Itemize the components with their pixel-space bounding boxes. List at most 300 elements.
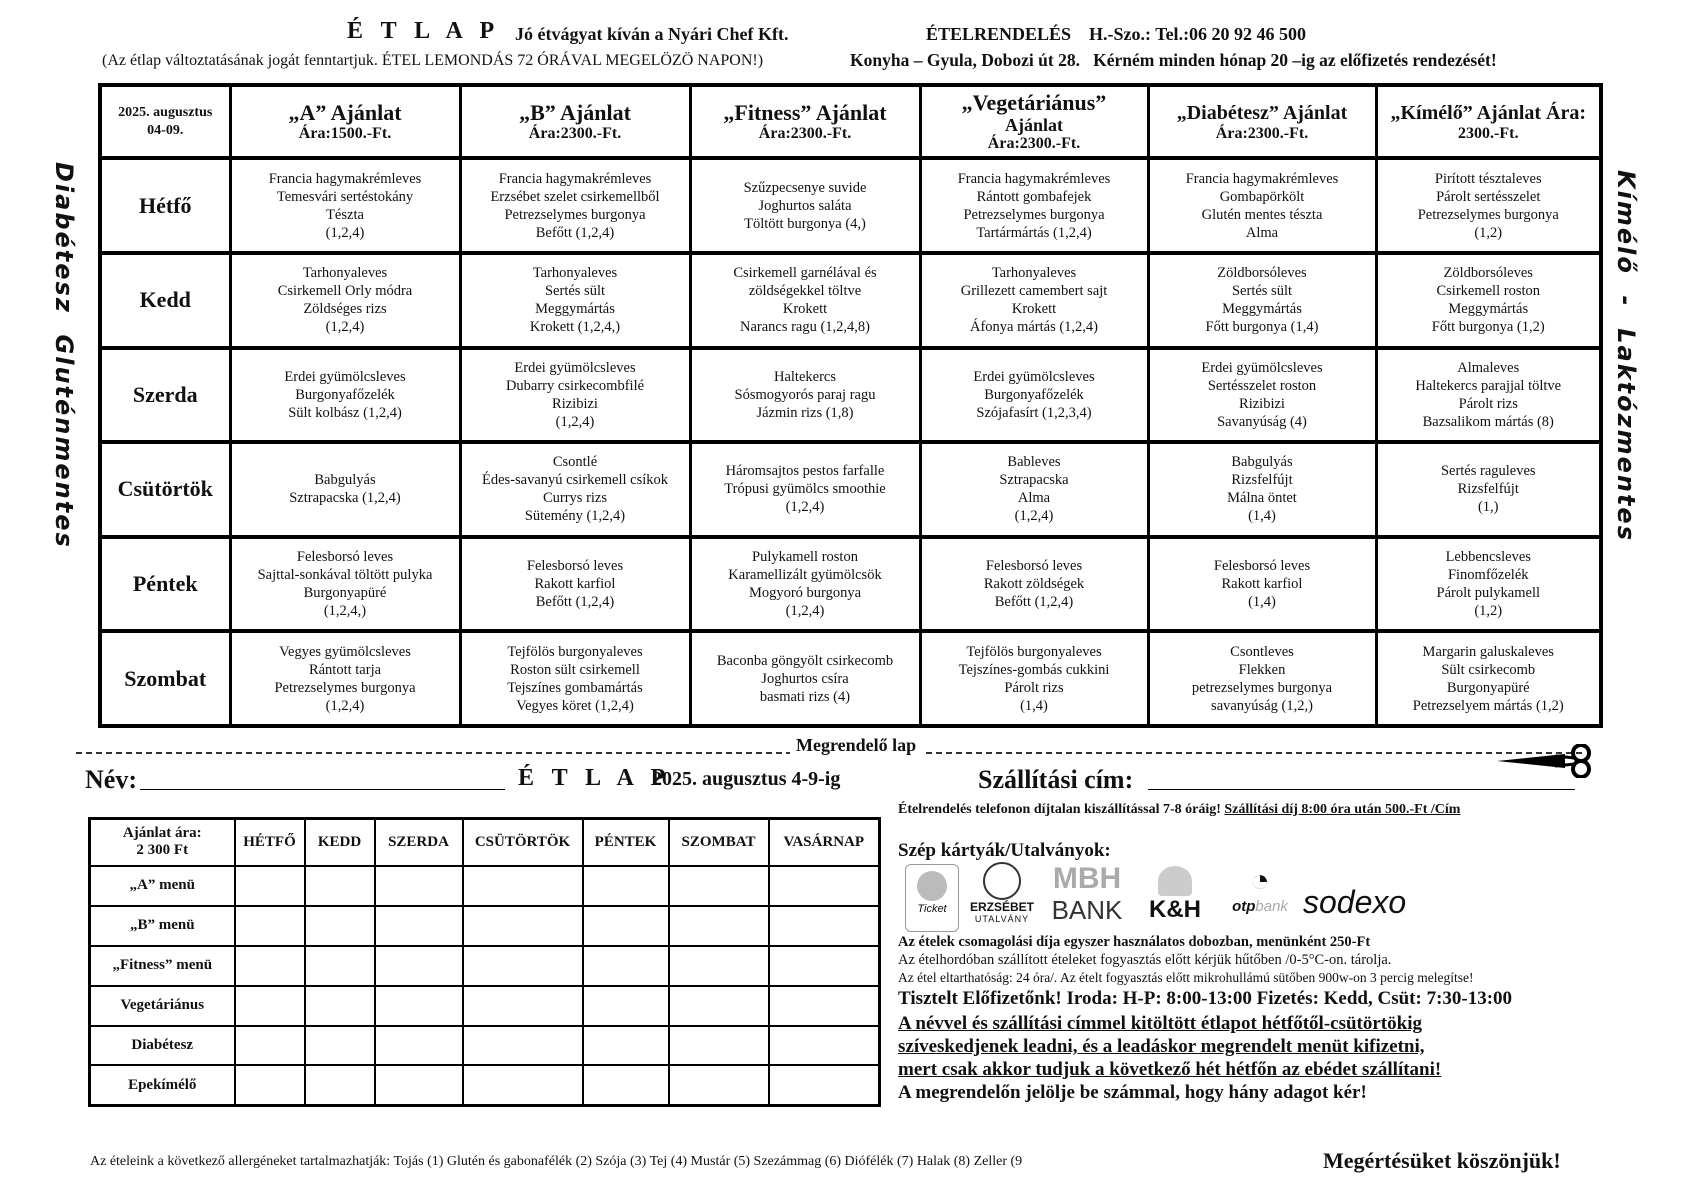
meal-line: Glutén mentes tészta	[1201, 206, 1323, 223]
meal-line: Petrezselyem mártás (1,2)	[1412, 697, 1564, 714]
order-quantity-cell[interactable]	[583, 906, 669, 946]
meal-line: Krokett	[1011, 301, 1057, 318]
menu-meal-cell	[1376, 158, 1601, 253]
meal-line: Margarin galuskaleves	[1422, 643, 1554, 660]
meal-line: (1,4)	[1248, 508, 1276, 525]
meal-line: Jázmin rizs (1,8)	[756, 404, 854, 421]
meal-line: Töltött burgonya (4,)	[744, 215, 866, 232]
menu-row	[100, 158, 1601, 253]
store-info: Az ételhordóban szállított ételeket fogyasztás előtt kérjük hűtőben /0-5°C-on. tárolja.	[898, 952, 1392, 968]
allergen-note: Az ételeink a következő allergéneket tartalmazhatják: Tojás (1) Glutén és gabonafélék (2) Szója (3) Tej (4) Mustár (5) Szezámmag (6) Diófélék (7) Halak (8) Zeller (9	[90, 1154, 1023, 1169]
menu-meal-cell	[690, 631, 920, 726]
meal-line: Babgulyás	[1231, 454, 1293, 471]
name-label: Név:	[85, 765, 137, 794]
meal-line: Sertés raguleves	[1440, 463, 1536, 480]
meal-line: Főtt burgonya (1,2)	[1431, 319, 1545, 336]
meal-line: Babgulyás	[314, 472, 376, 489]
order-quantity-cell[interactable]	[583, 866, 669, 906]
meal-line: Rizibizi	[1239, 395, 1285, 412]
offer-header-vegetarian	[920, 85, 1148, 158]
order-quantity-cell[interactable]	[769, 1065, 880, 1105]
side-label-right: Kímélő - Laktózmentes	[1612, 170, 1640, 542]
header-address: Konyha – Gyula, Dobozi út 28. Kérném minden hónap 20 –ig az előfizetés rendezését!	[850, 50, 1497, 70]
menu-meal-cell	[460, 537, 690, 632]
menu-meal-cell	[690, 158, 920, 253]
meal-line: Currys rizs	[542, 490, 608, 507]
otp-logo-mark: ◔	[1250, 862, 1270, 898]
order-row-label: „Fitness” menü	[90, 946, 235, 986]
offer-header-diabetic	[1148, 85, 1376, 158]
meal-line: Felesborsó leves	[526, 558, 624, 575]
meal-line: (1,2,4)	[325, 697, 365, 714]
meal-line: (1,2,4)	[555, 413, 595, 430]
menu-meal-cell	[1148, 253, 1376, 348]
order-quantity-cell[interactable]	[669, 866, 769, 906]
offer-price: 2300.-Ft.	[1458, 124, 1519, 142]
menu-meal-cell	[230, 537, 460, 632]
ticket-logo-text: Ticket	[917, 903, 947, 915]
meal-line: Krokett (1,2,4,)	[529, 319, 621, 336]
menu-meal-cell	[1376, 631, 1601, 726]
meal-line: Csontlé	[552, 454, 598, 471]
menu-meal-cell	[920, 253, 1148, 348]
otp-logo	[1225, 862, 1295, 916]
meal-line: Párolt pulykamell	[1436, 585, 1540, 602]
shelf-info: Az étel eltarthatóság: 24 óra/. Az ételt fogyasztás előtt mikrohullámú sütőben 900w-on 3 percig melegítse!	[898, 970, 1474, 985]
header-note: (Az étlap változtatásának jogát fenntartjuk. ÉTEL LEMONDÁS 72 ÓRÁVAL MEGELÖZÖ NAPON!)	[102, 52, 764, 69]
order-quantity-cell[interactable]	[669, 906, 769, 946]
delivery-info	[898, 802, 1460, 818]
shipping-label: Szállítási cím:	[978, 765, 1134, 794]
meal-line: Rizsfelfújt	[1457, 481, 1519, 498]
meal-line: Párolt sertésszelet	[1436, 188, 1541, 205]
delivery-text: Ételrendelés telefonon díjtalan kiszállítással 7-8 óráig!	[898, 802, 1221, 817]
thanks-note: Megértésüket köszönjük!	[1323, 1148, 1561, 1173]
order-quantity-cell[interactable]	[235, 866, 305, 906]
meal-line: Rizibizi	[552, 395, 598, 412]
order-quantity-cell[interactable]	[375, 906, 463, 946]
menu-meal-cell	[1148, 537, 1376, 632]
offer-header-fitness	[690, 85, 920, 158]
order-quantity-cell[interactable]	[375, 986, 463, 1026]
meal-line: Flekken	[1238, 661, 1286, 678]
meal-line: (1,4)	[1248, 594, 1276, 611]
offer-name: „A” Ajánlat	[288, 99, 402, 125]
meal-line: Haltekercs parajjal töltve	[1415, 377, 1562, 394]
offer-price: Ára:1500.-Ft.	[298, 124, 392, 142]
menu-meal-cell	[690, 348, 920, 443]
order-row	[90, 1065, 880, 1105]
menu-meal-cell	[1148, 631, 1376, 726]
kh-logo	[1133, 866, 1217, 924]
order-quantity-cell[interactable]	[375, 1065, 463, 1105]
meal-line: Joghurtos saláta	[758, 197, 852, 214]
meal-line: Felesborsó leves	[1213, 558, 1311, 575]
order-form-label: Megrendelő lap	[790, 735, 922, 756]
meal-line: Sósmogyorós paraj ragu	[734, 386, 876, 403]
instruction-1: A névvel és szállítási címmel kitöltött étlapot hétfőtől-csütörtökig	[898, 1013, 1422, 1034]
meal-line: Sztrapacska (1,2,4)	[289, 490, 401, 507]
meal-line: basmati rizs (4)	[759, 688, 851, 705]
menu-meal-cell	[1376, 442, 1601, 537]
meal-line: Pulykamell roston	[752, 549, 858, 566]
meal-line: Erdei gyümölcsleves	[284, 368, 406, 385]
office-info: Tisztelt Előfizetőnk! Iroda: H-P: 8:00-13:00 Fizetés: Kedd, Csüt: 7:30-13:00	[898, 988, 1513, 1009]
order-quantity-cell[interactable]	[375, 1026, 463, 1066]
name-input-line[interactable]	[140, 789, 505, 790]
menu-date-line2: 04-09.	[147, 122, 184, 138]
menu-meal-cell	[920, 631, 1148, 726]
order-quantity-cell[interactable]	[305, 906, 375, 946]
order-row	[90, 1026, 880, 1066]
mbh-bank-text: BANK	[1051, 895, 1123, 925]
meal-line: Haltekercs	[774, 368, 836, 385]
menu-meal-cell	[230, 442, 460, 537]
order-quantity-cell[interactable]	[463, 866, 583, 906]
pack-info: Az ételek csomagolási díja egyszer használatos dobozban, menünként 250-Ft	[898, 934, 1371, 950]
menu-day-label: Csütörtök	[100, 442, 230, 537]
meal-line: Alma	[1245, 224, 1279, 241]
menu-day-label: Kedd	[100, 253, 230, 348]
mbh-logo-text: MBH	[1052, 862, 1122, 895]
meal-line: (1,2)	[1474, 224, 1503, 241]
meal-line: Narancs ragu (1,2,4,8)	[739, 319, 871, 336]
meal-line: Karamellizált gyümölcsök	[728, 567, 882, 584]
order-price-head-1: Ajánlat ára:	[122, 825, 202, 842]
order-row-label: Epekímélő	[90, 1065, 235, 1105]
meal-line: Sertésszelet roston	[1207, 377, 1317, 394]
menu-date-cell	[100, 85, 230, 158]
order-quantity-cell[interactable]	[305, 866, 375, 906]
order-quantity-cell[interactable]	[305, 1065, 375, 1105]
kh-logo-emblem	[1158, 866, 1192, 896]
meal-line: Meggymártás	[1222, 301, 1302, 318]
order-form-table	[88, 817, 881, 1107]
meal-line: Befőtt (1,2,4)	[535, 594, 615, 611]
offer-price: Ára:2300.-Ft.	[758, 124, 852, 142]
ticket-logo-circle	[917, 871, 947, 901]
meal-line: (1,2)	[1474, 603, 1503, 620]
meal-line: Erdei gyümölcsleves	[1201, 359, 1323, 376]
order-quantity-cell[interactable]	[769, 1026, 880, 1066]
order-quantity-cell[interactable]	[305, 986, 375, 1026]
meal-line: Rakott zöldségek	[983, 576, 1085, 593]
erzsebet-logo-text: ERZSÉBET	[969, 900, 1034, 914]
menu-meal-cell	[1148, 442, 1376, 537]
meal-line: Trópusi gyümölcs smoothie	[724, 481, 886, 498]
meal-line: (1,2,4)	[325, 319, 365, 336]
meal-line: Almaleves	[1457, 359, 1520, 376]
meal-line: Sajttal-sonkával töltött pulyka	[257, 567, 433, 584]
menu-meal-cell	[1376, 537, 1601, 632]
meal-line: (1,)	[1477, 499, 1499, 516]
order-quantity-cell[interactable]	[235, 946, 305, 986]
meal-line: Zöldborsóleves	[1443, 265, 1533, 282]
meal-line: Sütemény (1,2,4)	[524, 508, 626, 525]
meal-line: Petrezselymes burgonya	[504, 206, 646, 223]
menu-meal-cell	[1376, 348, 1601, 443]
meal-line: Bableves	[1007, 454, 1061, 471]
meal-line: petrezselymes burgonya	[1191, 679, 1333, 696]
menu-row	[100, 537, 1601, 632]
meal-line: Rakott karfiol	[534, 576, 616, 593]
menu-meal-cell	[460, 253, 690, 348]
menu-meal-cell	[920, 158, 1148, 253]
meal-line: Tészta	[326, 206, 364, 223]
meal-line: Csirkemell roston	[1436, 283, 1540, 300]
erzsebet-logo-emblem	[983, 862, 1021, 900]
delivery-fee: Szállítási díj 8:00 óra után 500.-Ft /Cím	[1224, 802, 1461, 817]
meal-line: Erdei gyümölcsleves	[514, 359, 636, 376]
menu-meal-cell	[920, 348, 1148, 443]
menu-meal-cell	[1148, 348, 1376, 443]
offer-price: Ára:2300.-Ft.	[528, 124, 622, 142]
greeting: Jó étvágyat kíván a Nyári Chef Kft.	[515, 24, 789, 44]
offer-name: „Diabétesz” Ajánlat	[1176, 101, 1348, 124]
order-quantity-cell[interactable]	[583, 986, 669, 1026]
offer-price: Ára:2300.-Ft.	[987, 134, 1081, 152]
meal-line: Felesborsó leves	[985, 558, 1083, 575]
meal-line: (1,2,4)	[785, 603, 825, 620]
order-quantity-cell[interactable]	[669, 1026, 769, 1066]
menu-meal-cell	[690, 253, 920, 348]
order-quantity-cell[interactable]	[463, 1026, 583, 1066]
order-quantity-cell[interactable]	[769, 906, 880, 946]
meal-line: (1,4)	[1020, 697, 1048, 714]
meal-line: Petrezselymes burgonya	[963, 206, 1105, 223]
meal-line: Sertés sült	[1231, 283, 1292, 300]
meal-line: Mogyoró burgonya	[748, 585, 862, 602]
kh-logo-text: K&H	[1149, 896, 1201, 923]
meal-line: Francia hagymakrémleves	[1185, 170, 1339, 187]
offer-name-2: Ajánlat	[1005, 114, 1063, 135]
meal-line: Alma	[1017, 490, 1051, 507]
order-quantity-cell[interactable]	[305, 1026, 375, 1066]
order-quantity-cell[interactable]	[235, 1065, 305, 1105]
meal-line: Francia hagymakrémleves	[268, 170, 422, 187]
meal-line: Felesborsó leves	[296, 549, 394, 566]
meal-line: Édes-savanyú csirkemell csíkok	[481, 472, 669, 489]
order-day-head: SZOMBAT	[669, 819, 769, 866]
menu-row	[100, 253, 1601, 348]
meal-line: Meggymártás	[535, 301, 615, 318]
cards-title: Szép kártyák/Utalványok:	[898, 840, 1111, 861]
offer-header-gentle	[1376, 85, 1601, 158]
order-row-label: „B” menü	[90, 906, 235, 946]
meal-line: Rántott gombafejek	[976, 188, 1092, 205]
order-quantity-cell[interactable]	[769, 946, 880, 986]
menu-meal-cell	[690, 537, 920, 632]
order-quantity-cell[interactable]	[305, 946, 375, 986]
meal-line: Tejfölös burgonyaleves	[507, 643, 643, 660]
order-day-head: VASÁRNAP	[769, 819, 880, 866]
mbh-logo	[1047, 862, 1127, 924]
erzsebet-logo	[963, 862, 1041, 924]
side-label-left: Diabétesz Gluténmentes	[50, 162, 78, 549]
meal-line: Petrezselymes burgonya	[274, 679, 416, 696]
erzsebet-logo-text-2: UTALVÁNY	[974, 914, 1030, 924]
menu-row	[100, 442, 1601, 537]
order-row-label: Vegetáriánus	[90, 986, 235, 1026]
ticket-logo	[905, 864, 959, 932]
otp-logo-text-2: bank	[1255, 898, 1288, 915]
meal-line: Párolt rizs	[1004, 679, 1064, 696]
order-quantity-cell[interactable]	[583, 1026, 669, 1066]
menu-row	[100, 348, 1601, 443]
order-row	[90, 866, 880, 906]
ordering-phone: ÉTELRENDELÉS H.-Szo.: Tel.:06 20 92 46 500	[926, 24, 1307, 44]
menu-meal-cell	[230, 348, 460, 443]
offer-name: „Kímélő” Ajánlat Ára:	[1390, 101, 1587, 124]
meal-line: Csontleves	[1230, 643, 1294, 660]
meal-line: Vegyes köret (1,2,4)	[516, 697, 634, 714]
meal-line: zöldségekkel töltve	[748, 283, 862, 300]
order-quantity-cell[interactable]	[583, 946, 669, 986]
order-quantity-cell[interactable]	[769, 986, 880, 1026]
meal-line: Sült csirkecomb	[1441, 661, 1536, 678]
meal-line: Tartármártás (1,2,4)	[976, 224, 1092, 241]
order-quantity-cell[interactable]	[235, 906, 305, 946]
meal-line: Szűzpecsenye suvide	[743, 179, 867, 196]
order-quantity-cell[interactable]	[669, 946, 769, 986]
menu-date-line1: 2025. augusztus	[118, 104, 213, 120]
menu-meal-cell	[920, 442, 1148, 537]
meal-line: Burgonyapüré	[303, 585, 387, 602]
menu-day-label: Péntek	[100, 537, 230, 632]
menu-day-label: Hétfő	[100, 158, 230, 253]
meal-line: savanyúság (1,2,)	[1211, 697, 1313, 714]
meal-line: Zöldséges rizs	[303, 301, 387, 318]
meal-line: Baconba göngyölt csirkecomb	[716, 652, 894, 669]
meal-line: Sztrapacska	[999, 472, 1069, 489]
meal-line: (1,2,4)	[1014, 508, 1054, 525]
meal-line: Szójafasírt (1,2,3,4)	[976, 404, 1092, 421]
meal-line: Rakott karfiol	[1221, 576, 1303, 593]
meal-line: Tarhonyaleves	[302, 265, 388, 282]
meal-line: Dubarry csirkecombfilé	[505, 377, 645, 394]
meal-line: Finomfőzelék	[1447, 567, 1529, 584]
meal-line: Tejfölös burgonyaleves	[966, 643, 1102, 660]
meal-line: Grillezett camembert sajt	[960, 283, 1108, 300]
meal-line: Krokett	[782, 301, 828, 318]
meal-line: Málna öntet	[1227, 490, 1297, 507]
order-quantity-cell[interactable]	[463, 986, 583, 1026]
order-quantity-cell[interactable]	[235, 986, 305, 1026]
menu-day-label: Szombat	[100, 631, 230, 726]
order-quantity-cell[interactable]	[463, 906, 583, 946]
meal-line: Francia hagymakrémleves	[957, 170, 1111, 187]
offer-header-b	[460, 85, 690, 158]
menu-meal-cell	[230, 253, 460, 348]
order-row-label: Diabétesz	[90, 1026, 235, 1066]
meal-line: Francia hagymakrémleves	[498, 170, 652, 187]
meal-line: Sertés sült	[544, 283, 605, 300]
meal-line: Tarhonyaleves	[991, 265, 1077, 282]
order-etlap-title: É T L A P	[518, 765, 672, 791]
meal-line: Csirkemell Orly módra	[277, 283, 413, 300]
order-day-head: SZERDA	[375, 819, 463, 866]
order-quantity-cell[interactable]	[375, 946, 463, 986]
page-title: É T L A P	[347, 18, 501, 44]
meal-line: Burgonyapüré	[1446, 679, 1530, 696]
order-quantity-cell[interactable]	[583, 1065, 669, 1105]
order-row	[90, 946, 880, 986]
order-quantity-cell[interactable]	[669, 986, 769, 1026]
meal-line: Erdei gyümölcsleves	[973, 368, 1095, 385]
order-quantity-cell[interactable]	[375, 866, 463, 906]
meal-line: Burgonyafőzelék	[984, 386, 1084, 403]
menu-header-row	[100, 85, 1601, 158]
menu-meal-cell	[690, 442, 920, 537]
menu-meal-cell	[1148, 158, 1376, 253]
meal-line: Befőtt (1,2,4)	[535, 224, 615, 241]
meal-line: Befőtt (1,2,4)	[994, 594, 1074, 611]
order-day-head: KEDD	[305, 819, 375, 866]
order-day-head: PÉNTEK	[583, 819, 669, 866]
order-day-head: HÉTFŐ	[235, 819, 305, 866]
payment-logos	[905, 862, 1425, 932]
order-price-head	[90, 819, 235, 866]
meal-line: Tejszínes-gombás cukkini	[958, 661, 1110, 678]
order-quantity-cell[interactable]	[463, 946, 583, 986]
order-price-head-2: 2 300 Ft	[136, 842, 189, 859]
meal-line: Főtt burgonya (1,4)	[1205, 319, 1319, 336]
menu-meal-cell	[230, 158, 460, 253]
meal-line: Gombapörkölt	[1219, 188, 1305, 205]
meal-line: Erzsébet szelet csirkemellből	[490, 188, 660, 205]
instruction-2: szíveskedjenek leadni, és a leadáskor megrendelt menüt kifizetni,	[898, 1036, 1425, 1057]
meal-line: Sült kolbász (1,2,4)	[288, 404, 402, 421]
meal-line: Párolt rizs	[1458, 395, 1518, 412]
meal-line: Lebbencsleves	[1445, 549, 1531, 566]
menu-meal-cell	[460, 442, 690, 537]
menu-meal-cell	[460, 631, 690, 726]
order-quantity-cell[interactable]	[669, 1065, 769, 1105]
meal-line: Csirkemell garnélával és	[733, 265, 877, 282]
menu-meal-cell	[460, 158, 690, 253]
order-day-head: CSÜTÖRTÖK	[463, 819, 583, 866]
otp-logo-text: otp	[1232, 898, 1256, 915]
offer-name: „Vegetáriánus”	[961, 89, 1107, 115]
meal-line: Háromsajtos pestos farfalle	[725, 463, 885, 480]
order-date: 2025. augusztus 4-9-ig	[652, 768, 841, 790]
meal-line: (1,2,4)	[785, 499, 825, 516]
order-quantity-cell[interactable]	[235, 1026, 305, 1066]
menu-row	[100, 631, 1601, 726]
menu-meal-cell	[1376, 253, 1601, 348]
meal-line: Pirított tésztaleves	[1434, 170, 1542, 187]
order-header-row	[90, 819, 880, 866]
offer-header-a	[230, 85, 460, 158]
meal-line: Rántott tarja	[308, 661, 382, 678]
meal-line: (1,2,4)	[325, 224, 365, 241]
instruction-3: mert csak akkor tudjuk a következő hét hétfőn az ebédet szállítani!	[898, 1059, 1442, 1080]
meal-line: Savanyúság (4)	[1217, 413, 1307, 430]
menu-meal-cell	[230, 631, 460, 726]
offer-price: Ára:2300.-Ft.	[1215, 124, 1309, 142]
offer-name: „Fitness” Ajánlat	[723, 99, 887, 125]
meal-line: Burgonyafőzelék	[295, 386, 395, 403]
order-row	[90, 906, 880, 946]
meal-line: Joghurtos csíra	[761, 670, 849, 687]
order-quantity-cell[interactable]	[463, 1065, 583, 1105]
meal-line: Petrezselymes burgonya	[1417, 206, 1559, 223]
meal-line: Bazsalikom mártás (8)	[1422, 413, 1554, 430]
order-row-label: „A” menü	[90, 866, 235, 906]
order-quantity-cell[interactable]	[769, 866, 880, 906]
weekly-menu-table	[98, 83, 1603, 728]
shipping-input-line[interactable]	[1148, 789, 1575, 790]
